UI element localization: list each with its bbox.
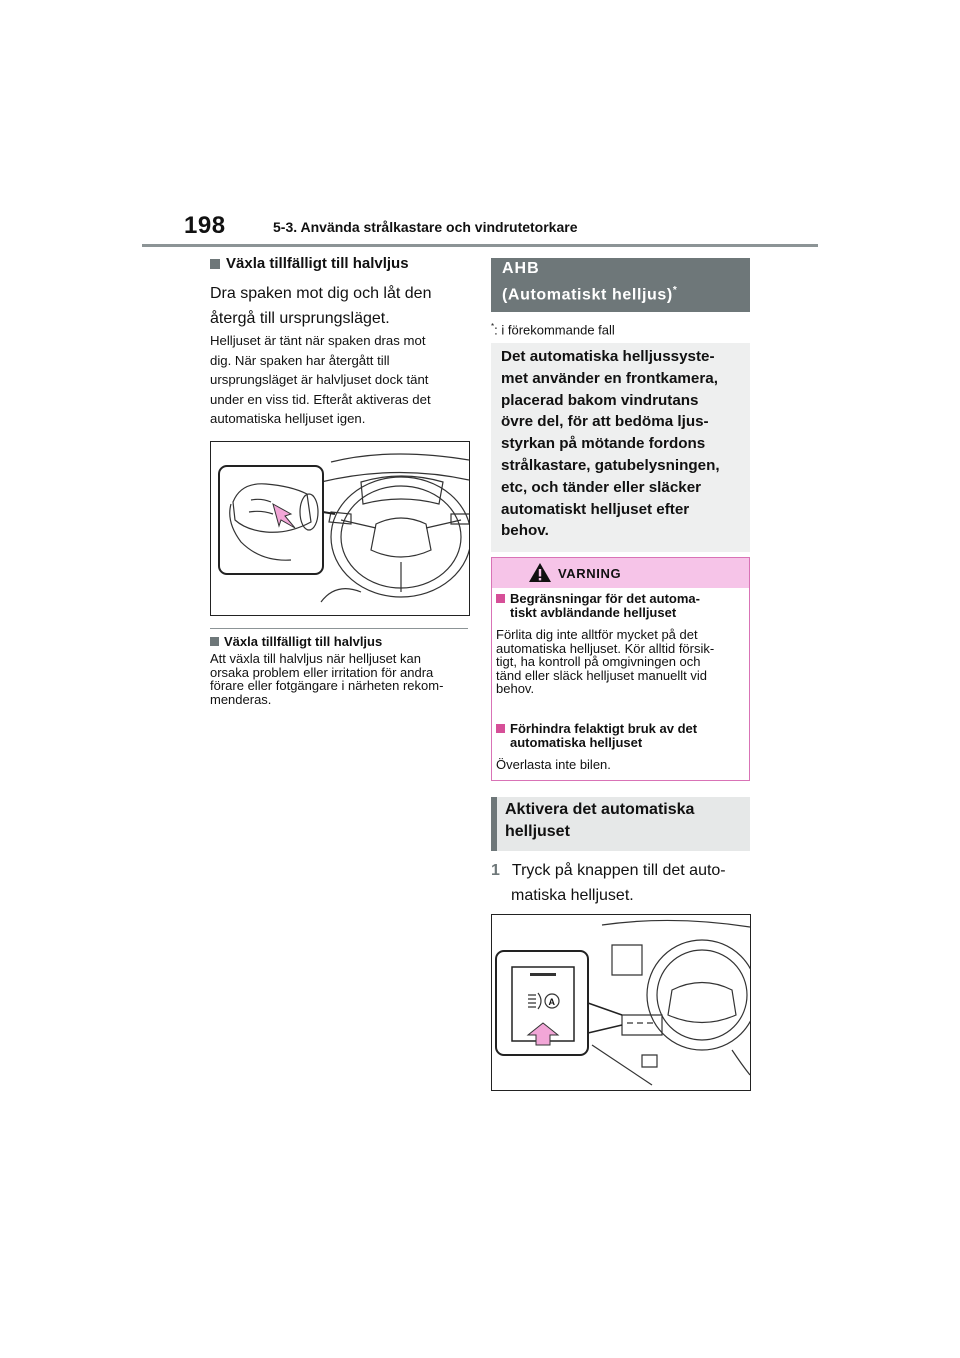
note-line: orsaka problem eller irritation för andra	[210, 664, 434, 680]
activate-heading-box	[491, 797, 750, 851]
section-heading-text: Växla tillfälligt till halvljus	[226, 255, 409, 272]
note-line: förare eller fotgängare i närheten rekom-	[210, 678, 444, 694]
warning-line: Förlita dig inte alltför mycket på det	[496, 627, 698, 642]
intro-paragraph	[210, 281, 468, 331]
detail-line: Helljuset är tänt när spaken dras mot	[210, 333, 426, 348]
detail-line: automatiska helljuset igen.	[210, 411, 366, 427]
warning-item-text	[496, 628, 746, 696]
warning-item-heading	[496, 722, 740, 749]
footnote-mark: *	[491, 322, 495, 331]
warning-line: tigt, ha kontroll på omgivningen och	[496, 654, 701, 670]
ahb-subtitle-text: (Automatiskt helljus)	[502, 286, 673, 304]
ahb-button-label: A	[548, 997, 555, 1007]
step-line: matiska helljuset.	[511, 887, 634, 904]
description-text	[501, 346, 746, 542]
footnote-text: : i förekommande fall	[494, 322, 615, 338]
detail-paragraph	[210, 331, 468, 429]
warning-header	[492, 558, 749, 588]
panel-line: strålkastare, gatubelysningen,	[501, 456, 720, 474]
warning-triangle-icon	[528, 562, 552, 583]
ahb-button-illustration	[491, 914, 751, 1091]
panel-line: övre del, för att bedöma ljus-	[501, 413, 709, 431]
header-divider	[142, 244, 818, 247]
warning-item-heading	[496, 592, 740, 619]
warning-heading-line: Begränsningar för det automa-	[510, 591, 700, 606]
description-panel	[491, 343, 750, 552]
section-heading	[210, 255, 468, 272]
bullet-square-icon	[496, 724, 505, 733]
lever-drawing	[211, 442, 469, 615]
note-heading	[210, 634, 382, 649]
warning-heading-line: Förhindra felaktigt bruk av det	[510, 721, 698, 736]
step-line: Tryck på knappen till det auto-	[511, 862, 726, 879]
panel-line: met använder en frontkamera,	[501, 369, 718, 387]
ahb-title: AHB	[502, 260, 540, 277]
warning-box	[491, 557, 750, 781]
note-divider	[210, 628, 468, 629]
step-number: 1	[491, 862, 500, 879]
detail-line: ursprungsläget är halvljuset dock tänt	[210, 372, 429, 388]
panel-line: behov.	[501, 522, 549, 540]
ahb-footnote-mark: *	[672, 285, 678, 296]
page-number: 198	[184, 212, 226, 239]
panel-line: automatiskt helljuset efter	[501, 500, 690, 518]
ahb-title-box	[491, 258, 750, 312]
footnote	[491, 322, 615, 337]
section-title: 5-3. Använda strålkastare och vindrutetorkare	[273, 219, 578, 235]
warning-item-heading-text	[510, 722, 740, 749]
warning-title: VARNING	[558, 566, 622, 581]
warning-line: tänd eller släck helljuset manuellt vid	[496, 667, 707, 683]
warning-line: automatiska helljuset. Kör alltid försik-	[496, 640, 715, 656]
bullet-square-icon	[210, 259, 220, 269]
panel-line: Det automatiska helljussyste-	[501, 348, 715, 365]
intro-line: återgå till ursprungsläget.	[210, 310, 390, 327]
detail-line: under en viss tid. Efteråt aktiveras det	[210, 391, 431, 407]
ahb-subtitle	[502, 285, 677, 304]
bullet-square-icon	[496, 594, 505, 603]
warning-heading-line: tiskt avbländande helljuset	[510, 604, 677, 620]
note-text	[210, 652, 468, 706]
intro-line: Dra spaken mot dig och låt den	[210, 285, 432, 302]
warning-line: behov.	[496, 681, 535, 697]
note-line: Att växla till halvljus när helljuset kan	[210, 651, 421, 666]
ahb-button-drawing	[492, 915, 750, 1090]
panel-line: etc, och tänder eller släcker	[501, 478, 702, 496]
bullet-square-icon	[210, 637, 219, 646]
note-line: menderas.	[210, 691, 272, 707]
panel-line: styrkan på mötande fordons	[501, 435, 706, 453]
note-heading-text: Växla tillfälligt till halvljus	[224, 634, 383, 649]
detail-line: dig. När spaken har återgått till	[210, 352, 390, 368]
activate-heading-line: helljuset	[505, 823, 570, 840]
lever-illustration	[210, 441, 470, 616]
warning-item-text: Överlasta inte bilen.	[496, 757, 611, 772]
warning-heading-line: automatiska helljuset	[510, 734, 643, 750]
warning-item-heading-text	[510, 592, 740, 619]
step-1	[491, 858, 726, 908]
panel-line: placerad bakom vindrutans	[501, 391, 699, 409]
activate-heading-line: Aktivera det automatiska	[505, 801, 695, 818]
